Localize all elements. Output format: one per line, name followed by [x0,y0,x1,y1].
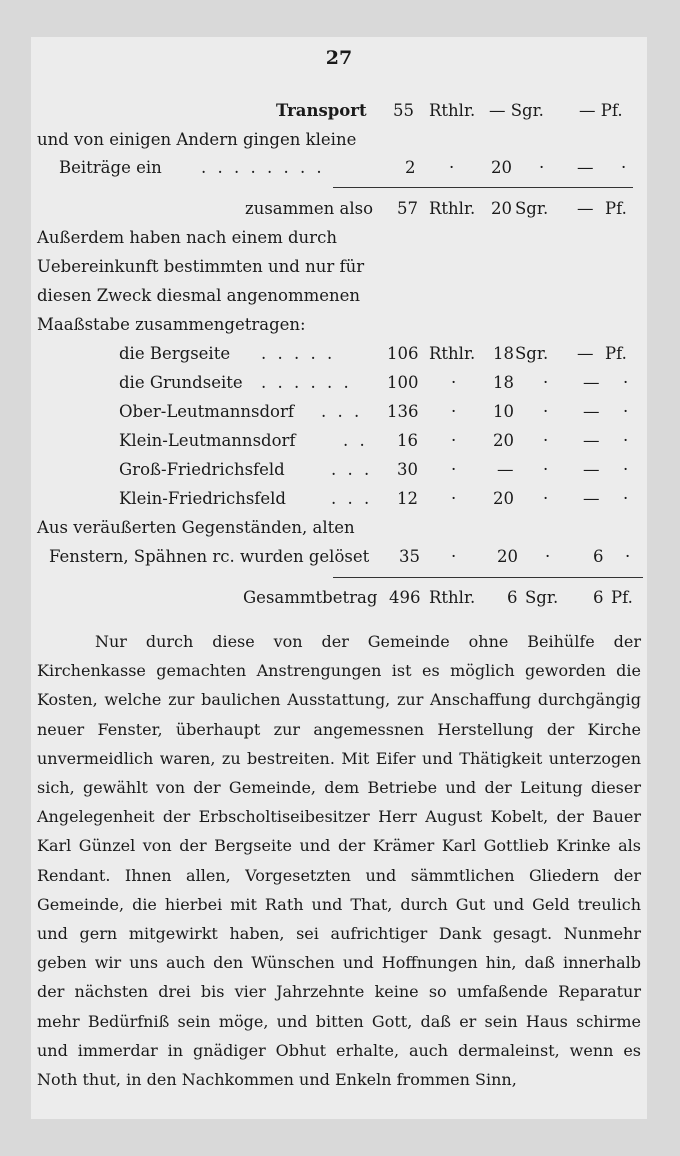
total-sgr-value: 6 [507,588,518,607]
transport-pf: — Pf. [579,101,623,120]
row-rthlr: 16 [397,431,418,450]
row-rthlr: 30 [397,460,418,479]
transport-rthlr-unit: Rthlr. [429,101,476,120]
other-contrib-mark3: · [621,158,627,177]
row-sgr: 18 [493,344,514,363]
row-name: Klein-Leutmannsdorf [119,431,296,450]
row-pf: — [583,402,600,421]
row-dots: . . . [321,402,363,421]
row-mark: · [623,460,629,479]
total-pf-unit: Pf. [611,588,633,607]
row-mark: · [543,373,549,392]
subtotal-sgr-value: 20 [491,199,512,218]
intro-line-3: diesen Zweck diesmal angenommenen [37,286,361,305]
total-pf-value: 6 [593,588,604,607]
row-rthlr-unit: Rthlr. [429,344,476,363]
other-contrib-dots: . . . . . . . . [201,158,325,177]
sales-mark3: · [625,547,631,566]
row-name: Klein-Friedrichsfeld [119,489,286,508]
row-sgr-unit: Sgr. [515,344,549,363]
subtotal-rule [333,187,633,188]
page-number: 27 [325,47,353,69]
transport-rthlr-value: 55 [393,101,414,120]
subtotal-pf-value: — [577,199,594,218]
row-rthlr: 100 [387,373,419,392]
row-name: Groß-Friedrichsfeld [119,460,285,479]
row-mark: · [543,460,549,479]
total-rule [333,577,643,578]
row-mark: · [543,489,549,508]
total-rthlr-unit: Rthlr. [429,588,476,607]
total-rthlr-value: 496 [389,588,421,607]
row-mark: · [623,489,629,508]
other-contrib-mark1: · [449,158,455,177]
row-dots: . . . . . . [261,373,352,392]
row-mark: · [451,373,457,392]
subtotal-rthlr-unit: Rthlr. [429,199,476,218]
subtotal-rthlr-value: 57 [397,199,418,218]
row-pf-unit: Pf. [605,344,627,363]
row-pf: — [583,489,600,508]
sales-pf: 6 [593,547,604,566]
sales-mark2: · [545,547,551,566]
row-sgr: — [497,460,514,479]
row-sgr: 20 [493,489,514,508]
row-name: die Grundseite [119,373,243,392]
sales-sgr: 20 [497,547,518,566]
other-contrib-mark2: · [539,158,545,177]
other-contrib-line1: und von einigen Andern gingen kleine [37,130,357,149]
row-rthlr: 106 [387,344,419,363]
body-paragraph [37,627,641,1094]
row-sgr: 18 [493,373,514,392]
transport-label: Transport [276,101,367,120]
other-contrib-pf: — [577,158,594,177]
total-label: Gesammtbetrag [243,588,378,607]
paragraph-text: Nur durch diese von der Gemeinde ohne Beihülfe der Kirchenkasse gemachten Anstrengungen ist es möglich geworden die Kosten, welche zur baulichen Ausstattung, zur Anschaffung durchgängig neuer Fenster, überhaupt zur angemessnen Herstellung der Kirche unvermeidlich waren, zu bestreiten. Mit Eifer und Thätigkeit unterzogen sich, gewählt von der Gemeinde, dem Betriebe und der Leitung dieser Angelegenheit der Erbscholtiseibesitzer Herr August Kobelt, der Bauer Karl Günzel von der Bergseite und der Krämer Karl Gottlieb Krinke als Rendant. Ihnen allen, Vorgesetzten und sämmtlichen Gliedern der Gemeinde, die hierbei mit Rath und That, durch Gut und Geld treulich und gern mitgewirkt haben, sei aufrichtiger Dank gesagt. Nunmehr geben wir uns auch den Wünschen und Hoffnungen hin, daß innerhalb der nächsten drei bis vier Jahrzehnte keine so umfaßende Reparatur mehr Bedürfniß sein möge, und bitten Gott, daß er sein Haus schirme und immerdar in gnädiger Obhut erhalte, auch dermaleinst, wenn es Noth thut, in den Nachkommen und Enkeln frommen Sinn, [37,632,641,1090]
sales-mark1: · [451,547,457,566]
sales-line1: Aus veräußerten Gegenständen, alten [37,518,355,537]
row-pf: — [583,373,600,392]
row-mark: · [451,489,457,508]
other-contrib-line2: Beiträge ein [59,158,162,177]
row-dots: . . . . . [261,344,336,363]
row-rthlr: 12 [397,489,418,508]
row-mark: · [623,402,629,421]
row-dots: . . . [331,489,373,508]
row-sgr: 10 [493,402,514,421]
row-rthlr: 136 [387,402,419,421]
subtotal-pf-unit: Pf. [605,199,627,218]
total-sgr-unit: Sgr. [525,588,559,607]
intro-line-4: Maaßstabe zusammengetragen: [37,315,306,334]
intro-line-2: Uebereinkunft bestimmten und nur für [37,257,365,276]
row-mark: · [543,402,549,421]
row-mark: · [623,431,629,450]
row-name: die Bergseite [119,344,231,363]
row-pf: — [583,460,600,479]
row-mark: · [451,402,457,421]
row-pf: — [583,431,600,450]
row-mark: · [623,373,629,392]
sales-line2: Fenstern, Spähnen rc. wurden gelöset [49,547,370,566]
book-page [31,37,647,1119]
other-contrib-sgr: 20 [491,158,512,177]
row-mark: · [451,431,457,450]
sales-rthlr: 35 [399,547,420,566]
row-dots: . . [343,431,368,450]
row-sgr: 20 [493,431,514,450]
intro-line-1: Außerdem haben nach einem durch [37,228,337,247]
row-name: Ober-Leutmannsdorf [119,402,294,421]
subtotal-label: zusammen also [245,199,374,218]
row-pf: — [577,344,594,363]
row-mark: · [543,431,549,450]
subtotal-sgr-unit: Sgr. [515,199,549,218]
row-dots: . . . [331,460,373,479]
transport-sgr: — Sgr. [489,101,544,120]
other-contrib-rthlr: 2 [405,158,416,177]
row-mark: · [451,460,457,479]
